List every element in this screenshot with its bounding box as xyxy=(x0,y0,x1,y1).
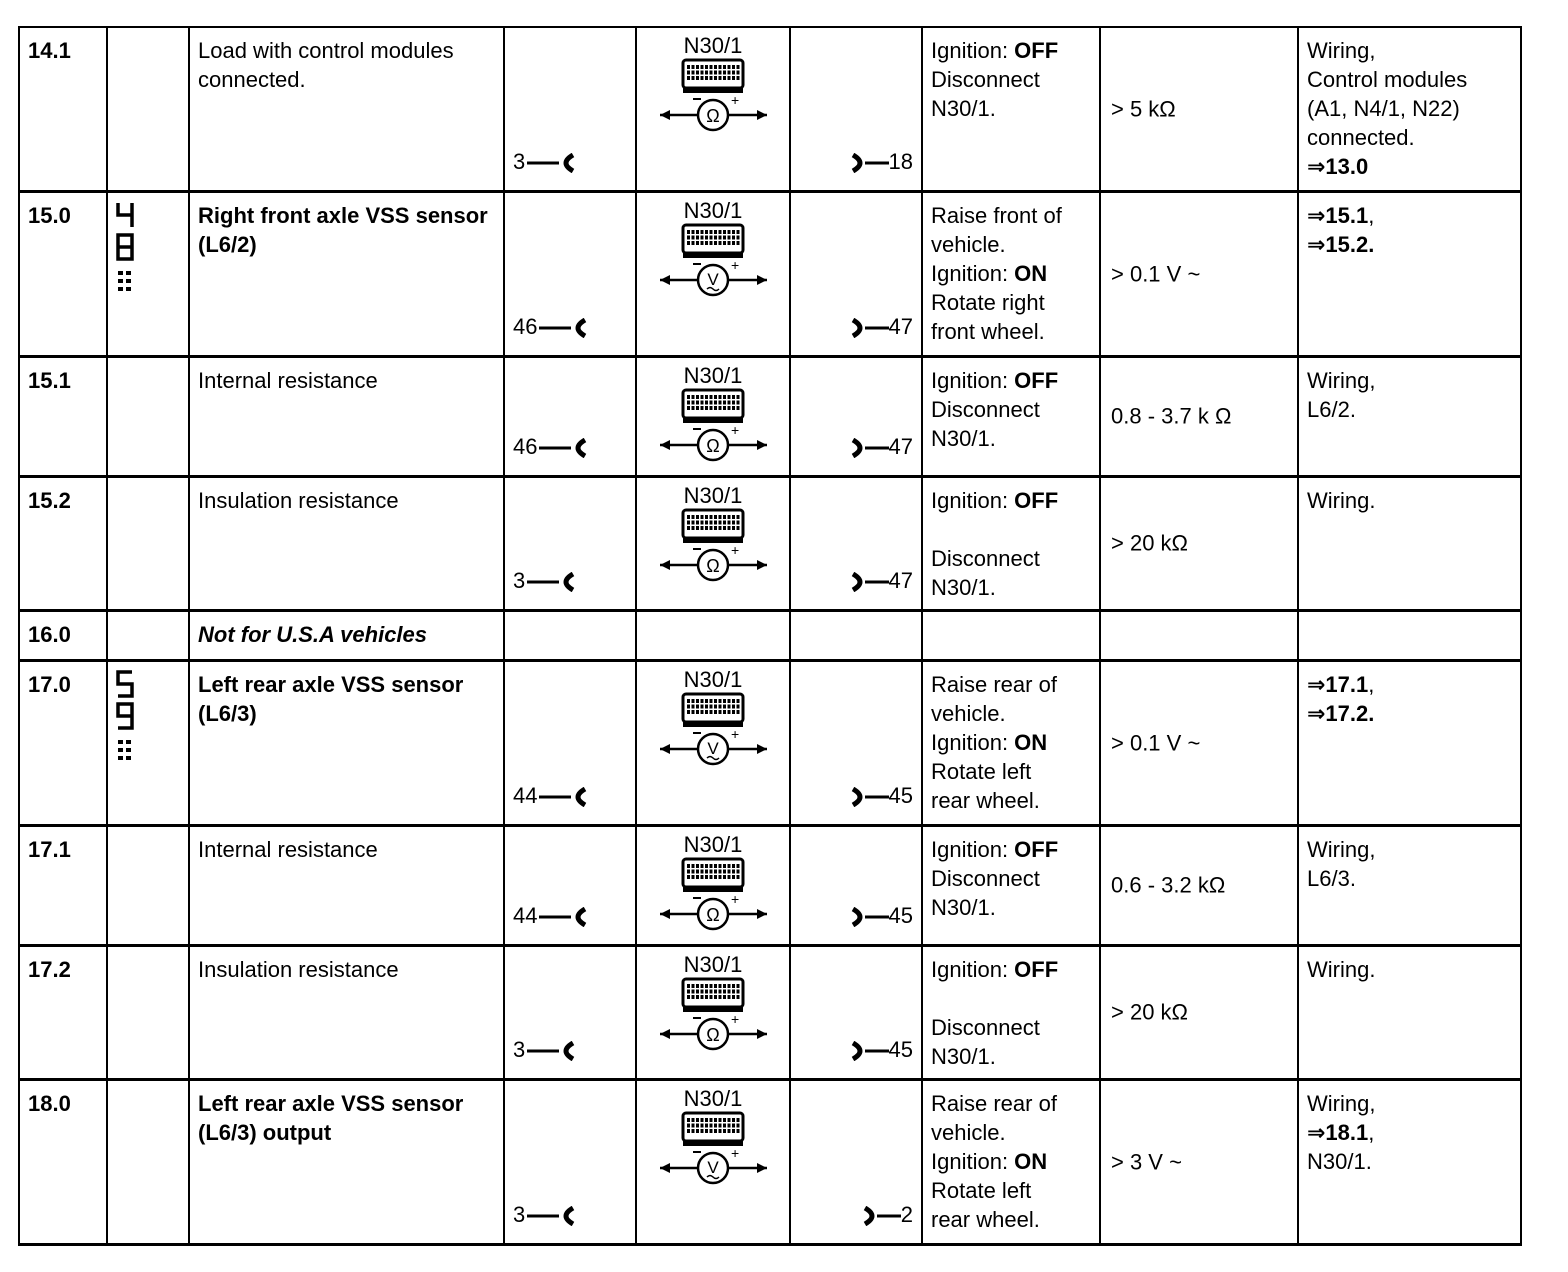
nominal-value xyxy=(1100,191,1298,356)
connector-socket-icon xyxy=(525,568,585,593)
nominal-value-text: > 20 kΩ xyxy=(1111,999,1188,1025)
remedy-text: N30/1. xyxy=(1307,1148,1372,1174)
connector-socket-icon xyxy=(525,149,585,174)
condition-text: OFF xyxy=(1014,38,1059,63)
remedy-text: L6/3. xyxy=(1307,865,1356,891)
nominal-value xyxy=(1100,825,1298,945)
remedy-text: L6/2. xyxy=(1307,396,1356,422)
possible-cause-remedy xyxy=(1298,610,1521,660)
condition-text: Rotate left xyxy=(931,1177,1032,1203)
table-row xyxy=(19,191,1521,356)
connector-socket-icon xyxy=(537,314,597,339)
ohm-icon xyxy=(657,92,769,139)
connector-plug-icon xyxy=(861,1202,901,1227)
diagnostic-table xyxy=(18,26,1522,1246)
meter-cell xyxy=(636,1079,790,1244)
condition-text: Ignition: xyxy=(931,836,1015,862)
pin-right-cell xyxy=(790,825,922,945)
module-label: N30/1 xyxy=(683,197,743,223)
nominal-value xyxy=(1100,1079,1298,1244)
connector-plug-icon xyxy=(849,568,889,593)
remedy-text: ⇒18.1 xyxy=(1307,1119,1369,1145)
volt-icon xyxy=(657,1144,769,1192)
pin-left-cell xyxy=(504,476,636,610)
condition-text: Raise rear of xyxy=(931,1090,1057,1116)
table-row xyxy=(19,27,1521,191)
remedy-text: Wiring, xyxy=(1307,367,1376,393)
right-pin xyxy=(849,312,913,341)
right-pin xyxy=(849,432,913,461)
left-pin xyxy=(513,566,585,595)
condition-text: Disconnect xyxy=(931,396,1040,422)
pin-number: 18 xyxy=(888,148,913,174)
step-number: 15.0 xyxy=(19,191,107,356)
condition-text: Disconnect xyxy=(931,1014,1040,1040)
remedy-text: ⇒15.2. xyxy=(1307,231,1375,257)
possible-cause-remedy xyxy=(1298,945,1521,1079)
pin-number: 46 xyxy=(513,433,538,459)
table-row xyxy=(19,945,1521,1079)
pin-right-cell xyxy=(790,476,922,610)
left-pin xyxy=(513,901,597,930)
pin-left-cell xyxy=(504,191,636,356)
nominal-value-text: 0.6 - 3.2 kΩ xyxy=(1111,872,1226,898)
condition-text: Ignition: xyxy=(931,367,1015,393)
condition-text: rear wheel. xyxy=(931,787,1040,813)
meter-cell xyxy=(636,660,790,825)
table-row xyxy=(19,1079,1521,1244)
condition-text: Ignition: xyxy=(931,729,1015,755)
test-description: Right front axle VSS sensor (L6/2) xyxy=(189,191,504,356)
connector-socket-icon xyxy=(537,783,597,808)
nominal-value-text: > 20 kΩ xyxy=(1111,530,1188,556)
possible-cause-remedy xyxy=(1298,191,1521,356)
svg-text:Ω: Ω xyxy=(706,106,720,126)
condition-text: N30/1. xyxy=(931,574,996,600)
test-description: Not for U.S.A vehicles xyxy=(189,610,504,660)
pin-number: 44 xyxy=(513,782,538,808)
module-label: N30/1 xyxy=(683,33,743,58)
pin-right-cell xyxy=(790,27,922,191)
svg-text:V: V xyxy=(707,1157,719,1177)
remedy-text: Wiring, xyxy=(1307,836,1376,862)
connector-plug-icon xyxy=(849,149,889,174)
remedy-text: Control modules xyxy=(1307,67,1468,92)
ohm-icon xyxy=(657,890,769,938)
code-cell xyxy=(107,356,189,476)
code-cell xyxy=(107,191,189,356)
remedy-text: ⇒17.1 xyxy=(1307,671,1369,697)
code-cell xyxy=(107,27,189,191)
remedy-text: , xyxy=(1368,1119,1375,1145)
pin-number: 3 xyxy=(513,148,526,174)
svg-text:Ω: Ω xyxy=(706,435,720,456)
remedy-text: , xyxy=(1368,202,1375,228)
condition-text: Rotate left xyxy=(931,758,1032,784)
step-number: 17.1 xyxy=(19,825,107,945)
code-cell xyxy=(107,476,189,610)
possible-cause-remedy xyxy=(1298,356,1521,476)
condition-text: Rotate right xyxy=(931,289,1045,315)
svg-text:+: + xyxy=(731,421,740,438)
test-description: Insulation resistance xyxy=(189,476,504,610)
possible-cause-remedy xyxy=(1298,825,1521,945)
pin-number: 47 xyxy=(888,433,913,459)
remedy-text: (A1, N4/1, N22) xyxy=(1307,96,1460,121)
ohm-icon xyxy=(657,1010,769,1058)
meter-cell xyxy=(636,945,790,1079)
possible-cause-remedy xyxy=(1298,476,1521,610)
left-pin xyxy=(513,1035,585,1064)
pin-number: 45 xyxy=(888,902,913,928)
pin-number: 46 xyxy=(513,313,538,339)
condition-text: ON xyxy=(1014,260,1048,286)
connector-socket-icon xyxy=(525,1037,585,1062)
pin-right-cell xyxy=(790,1079,922,1244)
svg-text:Ω: Ω xyxy=(706,555,720,576)
meter-diagram xyxy=(637,484,789,591)
ohm-icon xyxy=(657,541,769,589)
meter-diagram xyxy=(637,833,789,940)
left-pin xyxy=(513,147,585,176)
condition-text: Ignition: xyxy=(931,487,1015,513)
test-condition xyxy=(922,945,1100,1079)
nominal-value xyxy=(1100,476,1298,610)
nominal-value-text: > 0.1 V ~ xyxy=(1111,261,1201,286)
meter-cell xyxy=(636,610,790,660)
test-description: Internal resistance xyxy=(189,356,504,476)
step-number: 15.2 xyxy=(19,476,107,610)
svg-text:V: V xyxy=(707,269,719,289)
svg-text:V: V xyxy=(707,738,719,758)
left-pin xyxy=(513,312,597,341)
pin-number: 3 xyxy=(513,1201,526,1227)
right-pin xyxy=(849,147,913,176)
possible-cause-remedy xyxy=(1298,27,1521,191)
condition-text: Raise front of xyxy=(931,202,1062,228)
test-description: Internal resistance xyxy=(189,825,504,945)
connector-plug-icon xyxy=(849,1037,889,1062)
step-number: 15.1 xyxy=(19,356,107,476)
svg-text:+: + xyxy=(731,1010,740,1027)
connector-plug-icon xyxy=(849,783,889,808)
right-pin xyxy=(849,781,913,810)
condition-text: Ignition: xyxy=(931,38,1015,63)
condition-text: front wheel. xyxy=(931,318,1045,344)
condition-text: N30/1. xyxy=(931,894,996,920)
pin-right-cell xyxy=(790,610,922,660)
nominal-value xyxy=(1100,356,1298,476)
right-pin xyxy=(849,566,913,595)
test-condition xyxy=(922,660,1100,825)
pin-left-cell xyxy=(504,356,636,476)
pin-left-cell xyxy=(504,27,636,191)
condition-text: N30/1. xyxy=(931,96,996,121)
condition-text: Disconnect xyxy=(931,67,1040,92)
nominal-value xyxy=(1100,27,1298,191)
connector-socket-icon xyxy=(525,1202,585,1227)
remedy-text: Wiring, xyxy=(1307,38,1376,63)
condition-text: Ignition: xyxy=(931,1148,1015,1174)
condition-text: N30/1. xyxy=(931,425,996,451)
blink-code-icon xyxy=(116,201,136,308)
ohm-icon xyxy=(657,421,769,469)
nominal-value xyxy=(1100,660,1298,825)
step-number: 17.2 xyxy=(19,945,107,1079)
meter-diagram xyxy=(637,199,789,306)
meter-diagram xyxy=(637,953,789,1060)
connector-socket-icon xyxy=(537,434,597,459)
remedy-text: Wiring. xyxy=(1307,956,1376,982)
test-condition xyxy=(922,191,1100,356)
nominal-value xyxy=(1100,945,1298,1079)
module-label: N30/1 xyxy=(683,1085,743,1111)
condition-text: ON xyxy=(1014,729,1048,755)
svg-text:+: + xyxy=(731,1144,740,1161)
nominal-value xyxy=(1100,610,1298,660)
code-cell xyxy=(107,1079,189,1244)
meter-cell xyxy=(636,476,790,610)
remedy-text: Wiring, xyxy=(1307,1090,1376,1116)
meter-diagram xyxy=(637,364,789,471)
svg-text:Ω: Ω xyxy=(706,1024,720,1045)
test-description: Left rear axle VSS sensor (L6/3) output xyxy=(189,1079,504,1244)
condition-text: OFF xyxy=(1014,956,1059,982)
condition-text: rear wheel. xyxy=(931,1206,1040,1232)
table-row xyxy=(19,356,1521,476)
test-condition xyxy=(922,476,1100,610)
nominal-value-text: 0.8 - 3.7 k Ω xyxy=(1111,403,1232,429)
right-pin xyxy=(861,1200,913,1229)
step-number: 18.0 xyxy=(19,1079,107,1244)
condition-text: Disconnect xyxy=(931,865,1040,891)
pin-left-cell xyxy=(504,610,636,660)
nominal-value-text: > 5 kΩ xyxy=(1111,96,1176,122)
pin-number: 3 xyxy=(513,567,526,593)
step-number: 16.0 xyxy=(19,610,107,660)
svg-text:+: + xyxy=(731,92,740,108)
volt-icon xyxy=(657,256,769,304)
blink-code-icon xyxy=(116,670,136,777)
pin-number: 47 xyxy=(888,313,913,339)
connector-plug-icon xyxy=(849,434,889,459)
nominal-value-text: > 3 V ~ xyxy=(1111,1149,1182,1174)
pin-right-cell xyxy=(790,660,922,825)
code-cell xyxy=(107,825,189,945)
pin-left-cell xyxy=(504,1079,636,1244)
module-label: N30/1 xyxy=(683,666,743,692)
connector-plug-icon xyxy=(849,314,889,339)
condition-text: Ignition: xyxy=(931,260,1015,286)
step-number: 14.1 xyxy=(19,27,107,191)
test-description: Load with control modules connected. xyxy=(189,27,504,191)
svg-text:+: + xyxy=(731,725,740,742)
condition-text: OFF xyxy=(1014,487,1059,513)
table-row xyxy=(19,610,1521,660)
table-row xyxy=(19,825,1521,945)
left-pin xyxy=(513,781,597,810)
connector-plug-icon xyxy=(849,903,889,928)
remedy-text: ⇒17.2. xyxy=(1307,700,1375,726)
test-condition xyxy=(922,1079,1100,1244)
meter-cell xyxy=(636,356,790,476)
condition-text: vehicle. xyxy=(931,231,1006,257)
module-label: N30/1 xyxy=(683,482,743,508)
nominal-value-text: > 0.1 V ~ xyxy=(1111,730,1201,755)
meter-diagram xyxy=(637,1087,789,1194)
left-pin xyxy=(513,432,597,461)
remedy-text: connected. xyxy=(1307,125,1415,150)
test-description: Insulation resistance xyxy=(189,945,504,1079)
meter-cell xyxy=(636,27,790,191)
step-number: 17.0 xyxy=(19,660,107,825)
pin-number: 47 xyxy=(888,567,913,593)
meter-cell xyxy=(636,825,790,945)
remedy-text: ⇒13.0 xyxy=(1307,154,1369,179)
condition-text: Raise rear of xyxy=(931,671,1057,697)
test-description: Left rear axle VSS sensor (L6/3) xyxy=(189,660,504,825)
pin-number: 2 xyxy=(900,1201,913,1227)
volt-icon xyxy=(657,725,769,773)
condition-text: Disconnect xyxy=(931,545,1040,571)
svg-text:Ω: Ω xyxy=(706,904,720,925)
condition-text: ON xyxy=(1014,1148,1048,1174)
table-row xyxy=(19,476,1521,610)
pin-left-cell xyxy=(504,945,636,1079)
pin-number: 45 xyxy=(888,782,913,808)
remedy-text: Wiring. xyxy=(1307,487,1376,513)
pin-left-cell xyxy=(504,825,636,945)
pin-number: 45 xyxy=(888,1036,913,1062)
pin-number: 44 xyxy=(513,902,538,928)
module-label: N30/1 xyxy=(683,951,743,977)
pin-left-cell xyxy=(504,660,636,825)
test-condition xyxy=(922,825,1100,945)
connector-socket-icon xyxy=(537,903,597,928)
test-condition xyxy=(922,27,1100,191)
condition-text: vehicle. xyxy=(931,700,1006,726)
test-condition xyxy=(922,356,1100,476)
possible-cause-remedy xyxy=(1298,660,1521,825)
module-label: N30/1 xyxy=(683,362,743,388)
possible-cause-remedy xyxy=(1298,1079,1521,1244)
meter-diagram xyxy=(637,668,789,775)
svg-text:+: + xyxy=(731,256,740,273)
pin-right-cell xyxy=(790,945,922,1079)
pin-number: 3 xyxy=(513,1036,526,1062)
table-row xyxy=(19,660,1521,825)
module-label: N30/1 xyxy=(683,831,743,857)
pin-right-cell xyxy=(790,191,922,356)
code-cell xyxy=(107,660,189,825)
test-condition xyxy=(922,610,1100,660)
remedy-text: ⇒15.1 xyxy=(1307,202,1369,228)
condition-text: Ignition: xyxy=(931,956,1015,982)
condition-text: N30/1. xyxy=(931,1043,996,1069)
right-pin xyxy=(849,901,913,930)
code-cell xyxy=(107,610,189,660)
svg-text:+: + xyxy=(731,890,740,907)
condition-text: vehicle. xyxy=(931,1119,1006,1145)
meter-diagram xyxy=(637,34,789,141)
condition-text: OFF xyxy=(1014,836,1059,862)
condition-text: OFF xyxy=(1014,367,1059,393)
svg-text:+: + xyxy=(731,541,740,558)
meter-cell xyxy=(636,191,790,356)
code-cell xyxy=(107,945,189,1079)
left-pin xyxy=(513,1200,585,1229)
pin-right-cell xyxy=(790,356,922,476)
remedy-text: , xyxy=(1368,671,1375,697)
right-pin xyxy=(849,1035,913,1064)
